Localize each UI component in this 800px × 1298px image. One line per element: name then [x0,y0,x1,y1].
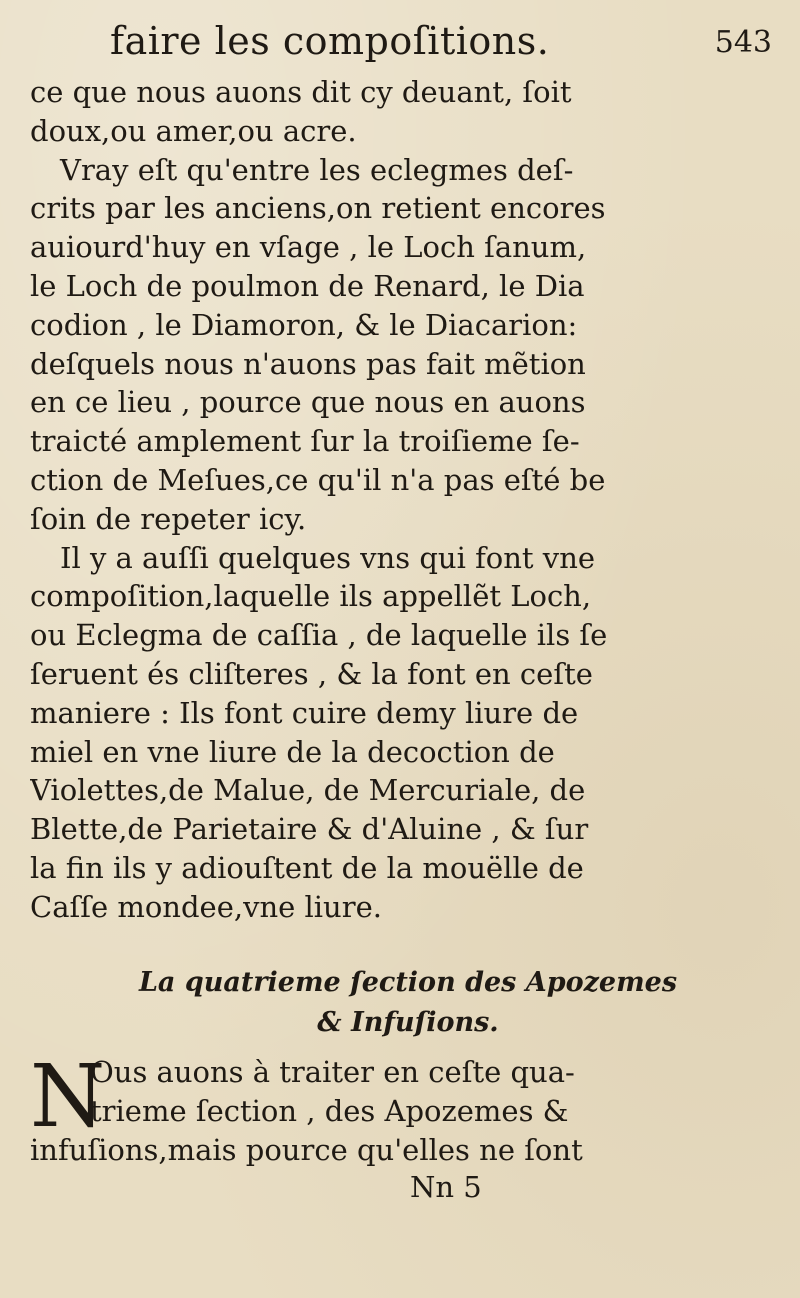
text-line: le Loch de poulmon de Renard, le Dia [30,268,585,303]
text-line: ou Eclegma de caſſia , de laquelle ils ſe [30,618,608,653]
text-line: compoſition,laquelle ils appellẽt Loch, [30,579,592,614]
text-line: codion , le Diamoron, & le Diacarion: [30,307,578,342]
section-heading-line: & Infuſions. [317,1007,499,1038]
paragraph-3 [30,539,786,927]
text-line: ſeruent és cliſteres , & la font en ceſte [30,656,593,691]
section-heading [30,963,786,1043]
text-line: traicté amplement ſur la troiſieme ſe- [30,424,580,459]
text-line: deſquels nous n'auons pas fait mẽtion [30,346,586,381]
text-line: Vray eſt qu'entre les eclegmes deſ- [60,152,574,187]
drop-cap: N [30,1047,106,1147]
body-text [30,73,786,927]
text-line: Caſſe mondee,vne liure. [30,889,382,924]
text-line: trieme ſection , des Apozemes & [90,1093,569,1128]
running-head [110,16,772,66]
running-head-title: faire les compoſitions. [110,19,550,63]
text-line: auiourd'huy en vſage , le Loch ſanum, [30,230,587,265]
text-line: maniere : Ils font cuire demy liure de [30,695,579,730]
section-body [30,1047,786,1169]
text-line: ſoin de repeter icy. [30,501,307,536]
text-line: crits par les anciens,on retient encores [30,191,606,226]
text-line: Blette,de Parietaire & d'Aluine , & ſur [30,812,589,847]
text-line: miel en vne liure de la decoction de [30,734,555,769]
text-line: Violettes,de Malue, de Mercuriale, de [30,773,586,808]
page-number: 543 [714,25,772,60]
text-line: Ous auons à traiter en ceſte qua- [90,1055,575,1089]
section-heading-line: La quatrieme ſection des Apozemes [138,967,678,998]
text-line: infuſions,mais pource qu'elles ne ſont [30,1132,583,1167]
text-line: Il y a auſſi quelques vns qui font vne [60,540,596,575]
paragraph-2 [30,151,786,539]
text-line: en ce lieu , pource que nous en auons [30,385,586,420]
signature-mark: Nn 5 [410,1170,482,1204]
text-line: ction de Meſues,ce qu'il n'a pas eſté be [30,462,606,497]
text-line: la fin ils y adiouſtent de la mouëlle de [30,850,584,885]
paragraph-1 [30,73,786,151]
text-line: doux,ou amer,ou acre. [30,113,357,148]
text-line: ce que nous auons dit cy deuant, ſoit [30,75,572,109]
